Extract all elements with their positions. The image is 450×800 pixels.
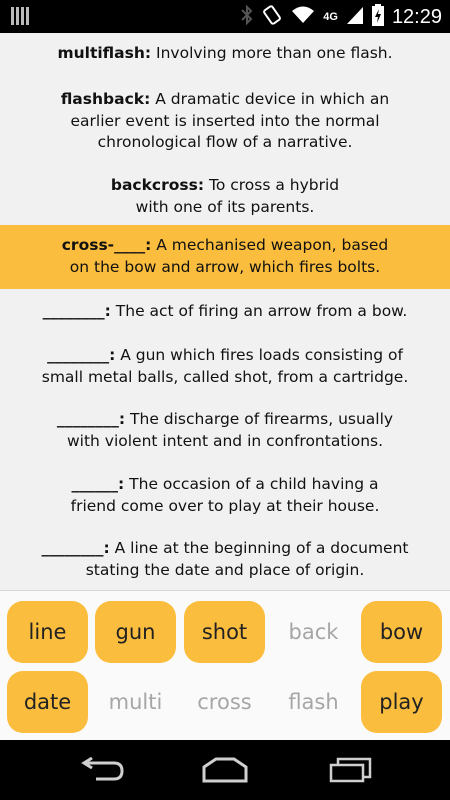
clue-definition: The occasion of a child having a friend come over to play at their house.: [70, 475, 380, 515]
signal-bars-icon: [10, 6, 30, 30]
vibrate-icon: [261, 4, 283, 30]
clue-item[interactable]: [0, 474, 450, 517]
clue-item[interactable]: [0, 175, 450, 218]
answer-tiles: [0, 590, 450, 740]
tile-flash[interactable]: flash: [288, 690, 339, 714]
clue-definition: A gun which fires loads consisting of small metal balls, called shot, from a cartridge.: [41, 346, 409, 386]
tile-date[interactable]: date: [7, 671, 88, 733]
bluetooth-icon: [241, 5, 253, 29]
clue-definition: A dramatic device in which an earlier event is inserted into the normal chronological flow of a narrative.: [70, 90, 390, 151]
back-icon[interactable]: [70, 755, 130, 785]
clue-item[interactable]: [0, 301, 450, 323]
clue-item-active[interactable]: [0, 225, 450, 289]
clue-item[interactable]: [0, 538, 450, 581]
clue-term: ________:: [47, 346, 116, 364]
clue-list[interactable]: [0, 33, 450, 590]
cell-signal-icon: [346, 5, 364, 29]
tile-bow[interactable]: bow: [361, 601, 442, 663]
clue-term: multiflash:: [57, 44, 152, 62]
clue-item[interactable]: [0, 345, 450, 388]
clue-item[interactable]: [0, 409, 450, 452]
wifi-icon: [291, 5, 315, 29]
status-bar: [0, 0, 450, 33]
home-icon[interactable]: [195, 755, 255, 785]
tile-line[interactable]: line: [7, 601, 88, 663]
clue-term: ______:: [71, 475, 125, 493]
tile-shot[interactable]: shot: [184, 601, 265, 663]
network-type: 4G: [323, 11, 338, 23]
clock: 12:29: [391, 5, 442, 28]
clue-definition: The act of firing an arrow from a bow.: [115, 302, 408, 320]
clue-definition: A line at the beginning of a document stating the date and place of origin.: [85, 539, 409, 579]
battery-charging-icon: [372, 4, 384, 30]
clue-term: flashback:: [60, 90, 151, 108]
clue-definition: To cross a hybrid with one of its parents.: [135, 176, 340, 216]
clue-term: ________:: [42, 302, 111, 320]
clue-definition: The discharge of firearms, usually with violent intent and in confrontations.: [66, 410, 394, 450]
clue-definition: Involving more than one flash.: [156, 44, 393, 62]
clue-item[interactable]: [0, 43, 450, 65]
clue-term: ________:: [41, 539, 110, 557]
tile-back[interactable]: back: [288, 620, 339, 644]
clue-definition: A mechanised weapon, based on the bow and arrow, which fires bolts.: [69, 236, 389, 276]
clue-term: ________:: [56, 410, 126, 428]
clue-term: backcross:: [110, 176, 205, 194]
navigation-bar: [0, 740, 450, 800]
recents-icon[interactable]: [320, 755, 380, 785]
clue-item[interactable]: [0, 89, 450, 154]
clue-term: cross-____:: [61, 236, 152, 254]
tile-multi[interactable]: multi: [108, 690, 163, 714]
tile-play[interactable]: play: [361, 671, 442, 733]
tile-cross[interactable]: cross: [197, 690, 252, 714]
tile-gun[interactable]: gun: [95, 601, 176, 663]
